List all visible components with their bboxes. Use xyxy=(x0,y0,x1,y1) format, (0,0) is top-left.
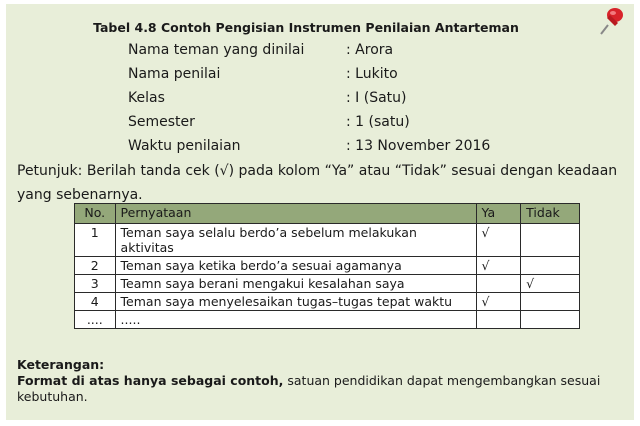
cell-ya xyxy=(476,275,521,293)
table-row xyxy=(75,311,580,329)
info-label-class: Kelas xyxy=(128,90,165,106)
cell-tidak xyxy=(521,293,580,311)
cell-tidak: √ xyxy=(521,275,580,293)
info-label-semester: Semester xyxy=(128,114,195,130)
info-label-date: Waktu penilaian xyxy=(128,138,241,154)
info-value-class: : I (Satu) xyxy=(346,90,407,106)
info-value-rater: : Lukito xyxy=(346,66,398,82)
table-header-row xyxy=(75,204,580,224)
document-card xyxy=(6,4,634,420)
cell-ya xyxy=(476,311,521,329)
cell-no: 2 xyxy=(75,257,116,275)
header-no: No. xyxy=(75,204,116,224)
cell-no: 3 xyxy=(75,275,116,293)
cell-ya: √ xyxy=(476,293,521,311)
table-row xyxy=(75,275,580,293)
cell-statement: Teman saya ketika berdo’a sesuai agamanya xyxy=(115,257,476,275)
cell-no: .... xyxy=(75,311,116,329)
table-row xyxy=(75,224,580,257)
table-row xyxy=(75,257,580,275)
note-bold-text: Format di atas hanya sebagai contoh, xyxy=(17,373,284,388)
info-label-rater: Nama penilai xyxy=(128,66,221,82)
info-label-rated: Nama teman yang dinilai xyxy=(128,42,305,58)
note-block xyxy=(17,357,629,405)
info-value-date: : 13 November 2016 xyxy=(346,138,491,154)
header-ya: Ya xyxy=(476,204,521,224)
instruction-text: Petunjuk: Berilah tanda cek (√) pada kolom “Ya” atau “Tidak” sesuai dengan keadaan yang sebenarnya. xyxy=(17,163,618,203)
info-value-rated: : Arora xyxy=(346,42,394,58)
cell-statement: Teamn saya berani mengakui kesalahan saya xyxy=(115,275,476,293)
cell-tidak xyxy=(521,224,580,257)
header-statement: Pernyataan xyxy=(115,204,476,224)
table-title: Tabel 4.8 Contoh Pengisian Instrumen Penilaian Antarteman xyxy=(93,20,519,35)
cell-ya: √ xyxy=(476,224,521,257)
table-row xyxy=(75,293,580,311)
note-heading: Keterangan: xyxy=(17,357,105,372)
note-text: satuan pendidikan dapat mengembangkan sesuai kebutuhan. xyxy=(17,373,601,404)
cell-tidak xyxy=(521,311,580,329)
cell-statement: ..... xyxy=(115,311,476,329)
cell-no: 4 xyxy=(75,293,116,311)
cell-no: 1 xyxy=(75,224,116,257)
assessment-table xyxy=(74,203,580,329)
cell-statement: Teman saya selalu berdo’a sebelum melakukan aktivitas xyxy=(115,224,476,257)
cell-statement: Teman saya menyelesaikan tugas–tugas tepat waktu xyxy=(115,293,476,311)
info-value-semester: : 1 (satu) xyxy=(346,114,410,130)
cell-tidak xyxy=(521,257,580,275)
header-tidak: Tidak xyxy=(521,204,580,224)
cell-ya: √ xyxy=(476,257,521,275)
